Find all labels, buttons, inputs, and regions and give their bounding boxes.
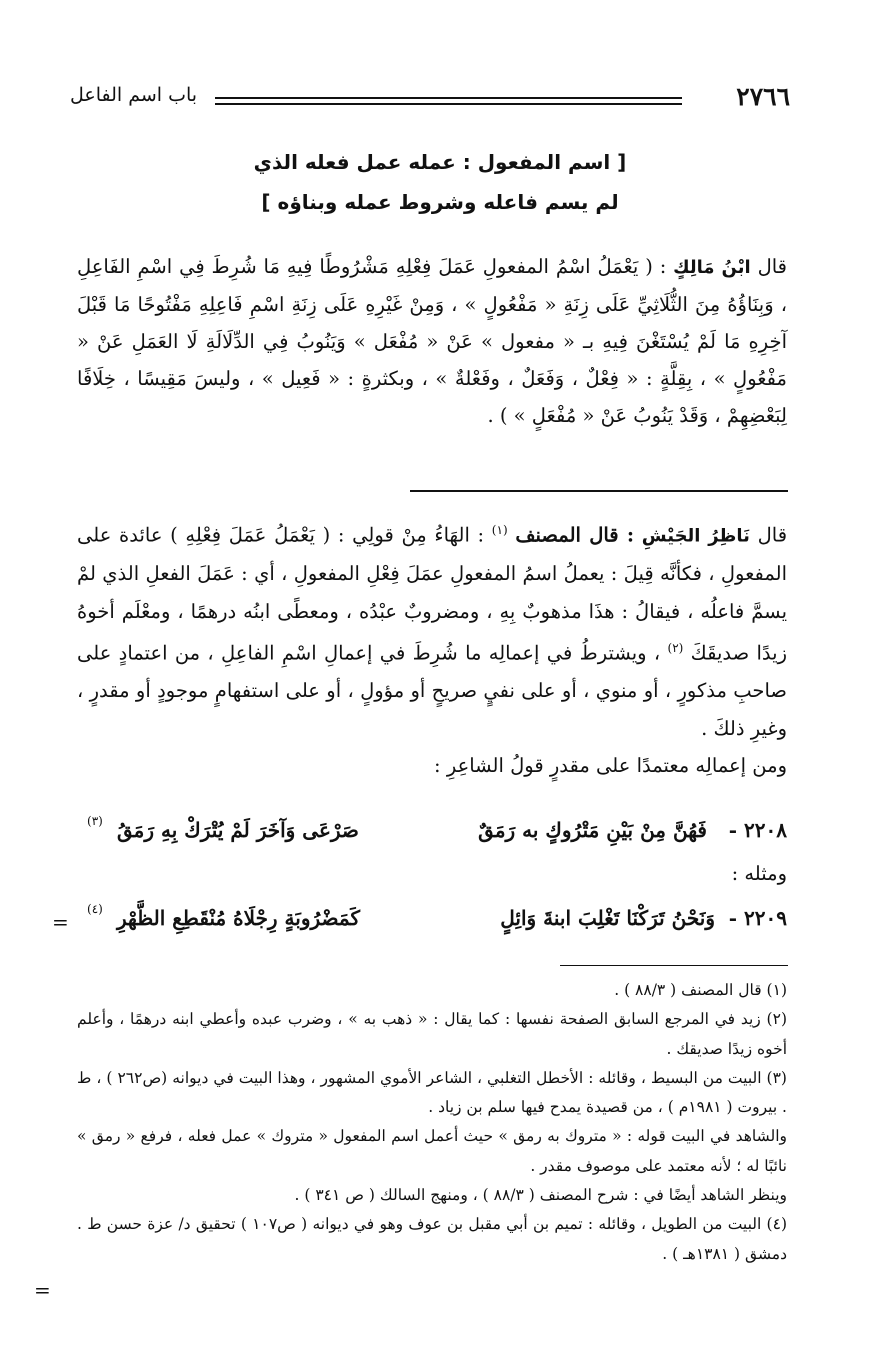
running-title: باب اسم الفاعل <box>70 84 198 106</box>
footnote-3-shahid: والشاهد في البيت قوله : « متروك به رمق » حيث أعمل اسم المفعول « متروك » عمل فعله ، فرفع « رمق » نائبًا له ؛ لأنه معتمد على موصوف مقدر . <box>77 1127 787 1175</box>
verse-number: ٢٢٠٨ - <box>728 818 787 842</box>
commentary-label: : قال المصنف <box>515 523 635 547</box>
footnote-4: (٤) البيت من الطويل ، وقائله : تميم بن أبي مقبل بن عوف وهو في ديوانه ( ص١٠٧ ) تحقيق د/ عزة حسن ط . دمشق ( ١٣٨١هـ ) . <box>77 1215 787 1263</box>
footnotes <box>77 976 787 1269</box>
section-divider <box>410 490 788 492</box>
continuation-mark: = <box>52 910 69 934</box>
header-rule <box>215 97 682 105</box>
continuation-mark-footnote: = <box>34 1278 51 1302</box>
footnote-ref-2: (٢) <box>667 641 684 655</box>
footnote-divider <box>560 965 788 966</box>
footnote-3: (٣) البيت من البسيط ، وقائله : الأخطل التغلبي ، الشاعر الأموي المشهور ، وهذا البيت في ديوانه (ص٢٦٢ ) ، ط . بيروت ( ١٩٨١م ) ، من قصيدة يمدح فيها سلم بن زياد . <box>77 1068 787 1117</box>
footnote-3-refs: وينظر الشاهد أيضًا في : شرح المصنف ( ٨٨/٣ ) ، ومنهج السالك ( ص ٣٤١ ) . <box>294 1186 787 1205</box>
footnote-ref-4: (٤) <box>87 902 103 916</box>
verse-hemistich-2: صَرْعَى وَآخَرَ لَمْ يُتْرَكْ بِهِ رَمَقُ <box>117 818 359 842</box>
footnote-1: (١) قال المصنف ( ٨٨/٣ ) . <box>614 981 787 999</box>
commentary-author: نَاظِرُ الجَيْشِ <box>641 525 750 547</box>
matn-body: : ( يَعْمَلُ اسْمُ المفعولِ عَمَلَ فِعْلِهِ مَشْرُوطًا فِيهِ مَا شُرِطَ فِي اسْمِ الفَاعِلِ ، وَبِنَاؤُهُ مِنَ الثُّلَاثِيِّ عَلَى زِنَةِ « مَفْعُولٍ » ، وَمِنْ غَيْرِهِ عَلَى زِنَةِ اسْمِ فَاعِلِهِ مَفْتُوحًا مَا قَبْلَ آخِرِهِ مَا لَمْ يُسْتَغْنَ فِيهِ بـ « مفعول » عَنْ « مُفْعَل » وَيَنُوبُ فِي الدِّلَالَةِ لَا العَمَلِ عَنْ « مَفْعُولٍ » ، بِقِلَّةٍ : « فِعْلٌ ، وَفَعَلٌ ، وفَعْلةٌ » ، وبكثرةٍ : « فَعِيل » ، وليسَ مَقِيسًا ، خِلَافًا لِبَعْضِهِمْ ، وَقَدْ يَنُوبُ عَنْ « مُفْعَلٍ » ) . <box>77 255 787 427</box>
verse-hemistich-2: كَمَضْرُوبَةٍ رِجْلَاهُ مُنْقَطِعِ الظَّهْرِ <box>117 906 360 930</box>
matn-text <box>77 248 787 434</box>
footnote-ref-1: (١) <box>491 523 508 537</box>
section-title <box>120 142 760 222</box>
matn-intro: قال <box>757 255 787 278</box>
page-number: ٢٧٦٦ <box>736 82 790 111</box>
like-text: ومثله : <box>731 862 787 885</box>
commentary-body-2: ، ويشترطُ في إعمالِه ما شُرِطَ في إعمالِ اسْمِ الفاعِلِ ، من اعتمادٍ على صاحبِ مذكورٍ ، أو منوي ، أو على نفيٍ صريحٍ أو مؤولٍ ، أو على استفهامٍ موجودٍ أو مقدرٍ ، وغيرِ ذلكَ . <box>77 641 787 740</box>
verse-number: ٢٢٠٩ - <box>728 906 787 930</box>
footnote-ref-3: (٣) <box>87 814 103 828</box>
page-header <box>70 82 790 118</box>
section-title-line-1: [ اسم المفعول : عمله عمل فعله الذي <box>253 150 627 174</box>
verse-hemistich-1: وَنَحْنُ تَرَكْنَا تَغْلِبَ ابنةَ وَائِلٍ <box>500 906 715 930</box>
footnote-2: (٢) زيد في المرجع السابق الصفحة نفسها : كما يقال : « ذهب به » ، وضرب عبده وأعطي ابنه درهمًا ، وأعلم أخوه زيدًا صديقك . <box>77 1010 787 1058</box>
commentary-intro: قال <box>757 523 788 547</box>
verse-2208 <box>77 814 787 854</box>
commentary-body-3: ومن إعمالِه معتمدًا على مقدرٍ قولُ الشاعِرِ : <box>434 754 787 777</box>
verse-hemistich-1: فَهُنَّ مِنْ بَيْنِ مَتْرُوكٍ به رَمَقٌ <box>478 818 707 842</box>
section-title-line-2: لم يسم فاعله وشروط عمله وبناؤه ] <box>261 190 619 214</box>
verse-2209 <box>77 902 787 942</box>
matn-author: ابْنُ مَالِكٍ <box>673 257 751 278</box>
commentary-body-1: : الهَاءُ مِنْ قولِي : ( يَعْمَلُ عَمَلَ فِعْلِهِ ) عائدة على المفعولِ ، فكأنَّه قِيلَ : يعملُ اسمُ المفعولِ عمَلَ فِعْلِ المفعولِ ، أي : عَمَلَ الفعلِ الذي لمْ يسمَّ فاعلُه ، فيقالُ : هذَا مذهوبٌ بِهِ ، ومضروبٌ عبْدُه ، ومعطًى ابنُه درهمًا ، ومعْلَم أخوهُ زيدًا صديقَكَ <box>77 523 788 665</box>
commentary-text <box>77 512 787 785</box>
